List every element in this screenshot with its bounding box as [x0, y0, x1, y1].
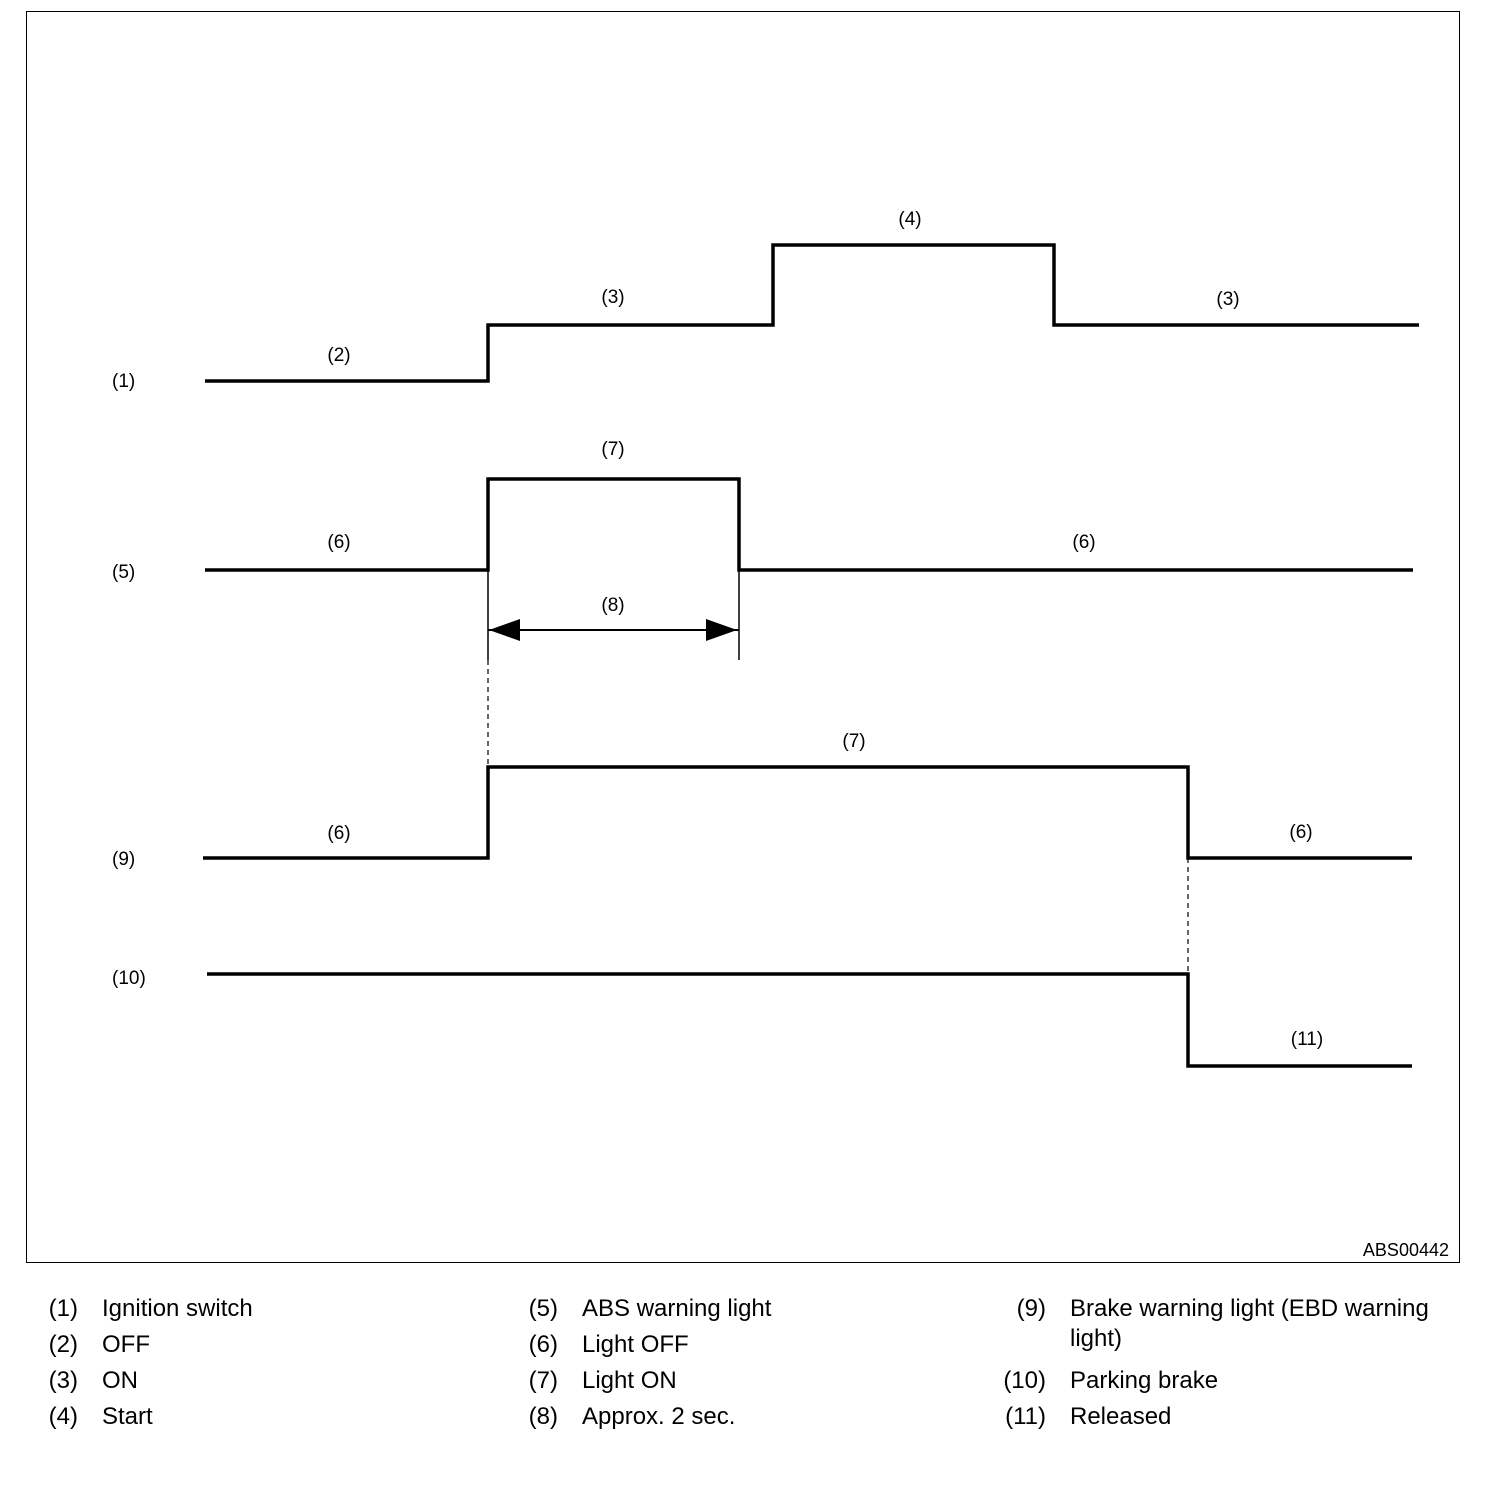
- legend-text: Brake warning light (EBD warning light): [1070, 1295, 1429, 1352]
- label-abs-light-off-2: (6): [1072, 532, 1096, 553]
- label-ignition-switch: (1): [112, 371, 136, 392]
- label-on-1: (3): [601, 287, 625, 308]
- legend-number: (3): [48, 1367, 78, 1394]
- label-released: (11): [1290, 1029, 1324, 1050]
- legend-text: Parking brake: [1070, 1367, 1219, 1394]
- legend-text: Light ON: [582, 1367, 677, 1394]
- label-abs-light-on: (7): [601, 439, 625, 460]
- parking-brake-waveform: [207, 974, 1412, 1066]
- legend-number: (5): [528, 1295, 558, 1322]
- label-abs-warning-light: (5): [112, 562, 136, 583]
- legend-text: Ignition switch: [102, 1295, 253, 1322]
- legend-number: (6): [528, 1331, 558, 1358]
- figure-code: ABS00442: [1362, 1240, 1449, 1260]
- label-off: (2): [327, 345, 351, 366]
- legend-text: Released: [1070, 1403, 1172, 1430]
- dimension-arrowhead-right: [706, 619, 737, 641]
- label-approx-2-sec: (8): [601, 595, 625, 616]
- legend-text: OFF: [102, 1331, 150, 1358]
- legend-text: ABS warning light: [582, 1295, 772, 1322]
- legend-text: ON: [102, 1367, 138, 1394]
- legend-text: Approx. 2 sec.: [582, 1403, 736, 1430]
- label-start: (4): [898, 209, 922, 230]
- label-brake-light-off-1: (6): [327, 823, 351, 844]
- legend-number: (11): [1005, 1403, 1046, 1430]
- abs-warning-light-waveform: [205, 479, 1413, 570]
- legend-text: Light OFF: [582, 1331, 689, 1358]
- legend-number: (9): [1016, 1295, 1046, 1322]
- label-abs-light-off-1: (6): [327, 532, 351, 553]
- label-on-2: (3): [1216, 289, 1240, 310]
- legend-number: (1): [48, 1295, 78, 1322]
- legend-number: (8): [528, 1403, 558, 1430]
- legend-number: (2): [48, 1331, 78, 1358]
- legend-number: (4): [48, 1403, 78, 1430]
- label-brake-light-on: (7): [842, 731, 866, 752]
- dimension-arrowhead-left: [489, 619, 520, 641]
- ignition-switch-waveform: [205, 245, 1419, 381]
- legend: [0, 1294, 1504, 1474]
- legend-number: (10): [1003, 1367, 1046, 1394]
- label-brake-warning-light: (9): [112, 849, 136, 870]
- legend-number: (7): [528, 1367, 558, 1394]
- label-brake-light-off-2: (6): [1289, 822, 1313, 843]
- label-parking-brake: (10): [112, 968, 146, 989]
- brake-warning-light-waveform: [203, 767, 1412, 858]
- legend-text: Start: [102, 1403, 153, 1430]
